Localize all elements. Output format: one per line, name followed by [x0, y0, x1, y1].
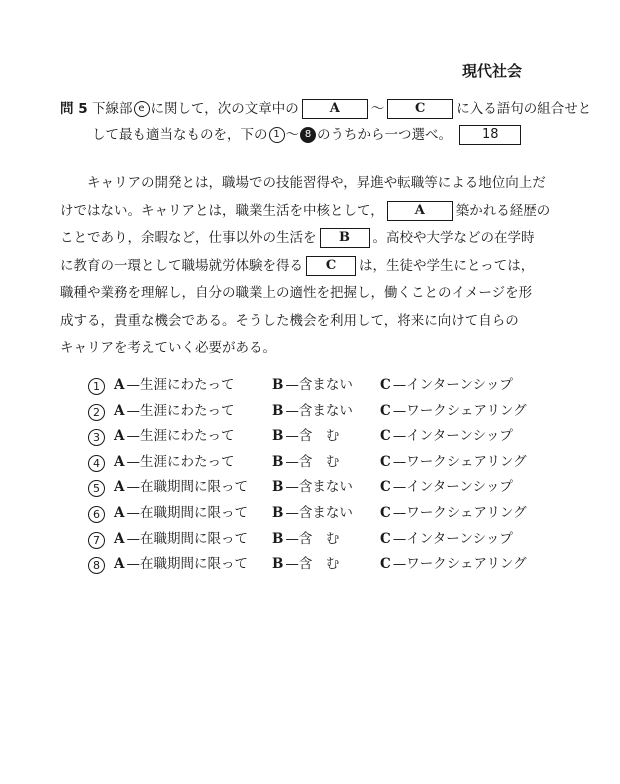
choice-number: 1	[88, 378, 105, 395]
passage-line-1: キャリアの開発とは，職場での技能習得や，昇進や転職等による地位向上だ	[87, 175, 546, 191]
choice-number: 3	[88, 429, 105, 446]
choices-list	[88, 373, 558, 578]
choice-number: 6	[88, 506, 105, 523]
underline-mark-e: e	[134, 101, 150, 117]
choice-4[interactable]: 4 A —生涯にわたって B —含 む C —ワークシェアリング	[88, 450, 558, 476]
range-start-number: 1	[269, 127, 285, 143]
choice-number: 7	[88, 532, 105, 549]
choice-3[interactable]: 3 A —生涯にわたって B —含 む C —インターンシップ	[88, 424, 558, 450]
choice-5[interactable]: 5 A —在職期間に限って B —含まない C —インターンシップ	[88, 475, 558, 501]
subject-title: 現代社会	[462, 62, 523, 80]
passage-line-5: 職種や業務を理解し，自分の職業上の適性を把握し，働くことのイメージを形	[60, 285, 533, 301]
passage-line-3: ことであり，余暇など，仕事以外の生活を B 。高校や大学などの在学時	[60, 230, 535, 246]
question-number: 問 5	[60, 101, 88, 117]
choice-number: 2	[88, 404, 105, 421]
passage-box-c: C	[306, 256, 356, 276]
question-line-2: して最も適当なものを，下の 1 ～ 8 のうちから一つ選べ。 18	[92, 122, 560, 148]
passage-line-7: キャリアを考えていく必要がある。	[60, 340, 276, 356]
passage-line-6: 成する，貴重な機会である。そうした機会を利用して，将来に向けて自らの	[60, 312, 519, 329]
choice-number: 8	[88, 557, 105, 574]
question-line-1: 下線部 e に関して，次の文章中の A ～ C に入る語句の組合せと	[92, 101, 592, 117]
passage-line-4: に教育の一環として職場就労体験を得る C は，生徒や学生にとっては，	[60, 257, 535, 274]
question-box-c: C	[387, 99, 453, 119]
passage-line-2: けではない。キャリアとは，職業生活を中核として， A 築かれる経歴の	[60, 202, 551, 219]
choice-1[interactable]: 1 A —生涯にわたって B —含まない C —インターンシップ	[88, 373, 558, 399]
choice-number: 4	[88, 455, 105, 472]
choice-2[interactable]: 2 A —生涯にわたって B —含まない C —ワークシェアリング	[88, 399, 558, 425]
choice-number: 5	[88, 480, 105, 497]
choice-8[interactable]: 8 A —在職期間に限って B —含 む C —ワークシェアリング	[88, 552, 558, 578]
question-box-a: A	[302, 99, 368, 119]
choice-7[interactable]: 7 A —在職期間に限って B —含 む C —インターンシップ	[88, 527, 558, 553]
passage-box-a: A	[387, 201, 453, 221]
range-end-number: 8	[300, 127, 316, 143]
question-block	[60, 96, 592, 148]
answer-number-box: 18	[459, 125, 521, 145]
passage-box-b: B	[320, 228, 370, 248]
passage	[60, 170, 560, 363]
choice-6[interactable]: 6 A —在職期間に限って B —含まない C —ワークシェアリング	[88, 501, 558, 527]
